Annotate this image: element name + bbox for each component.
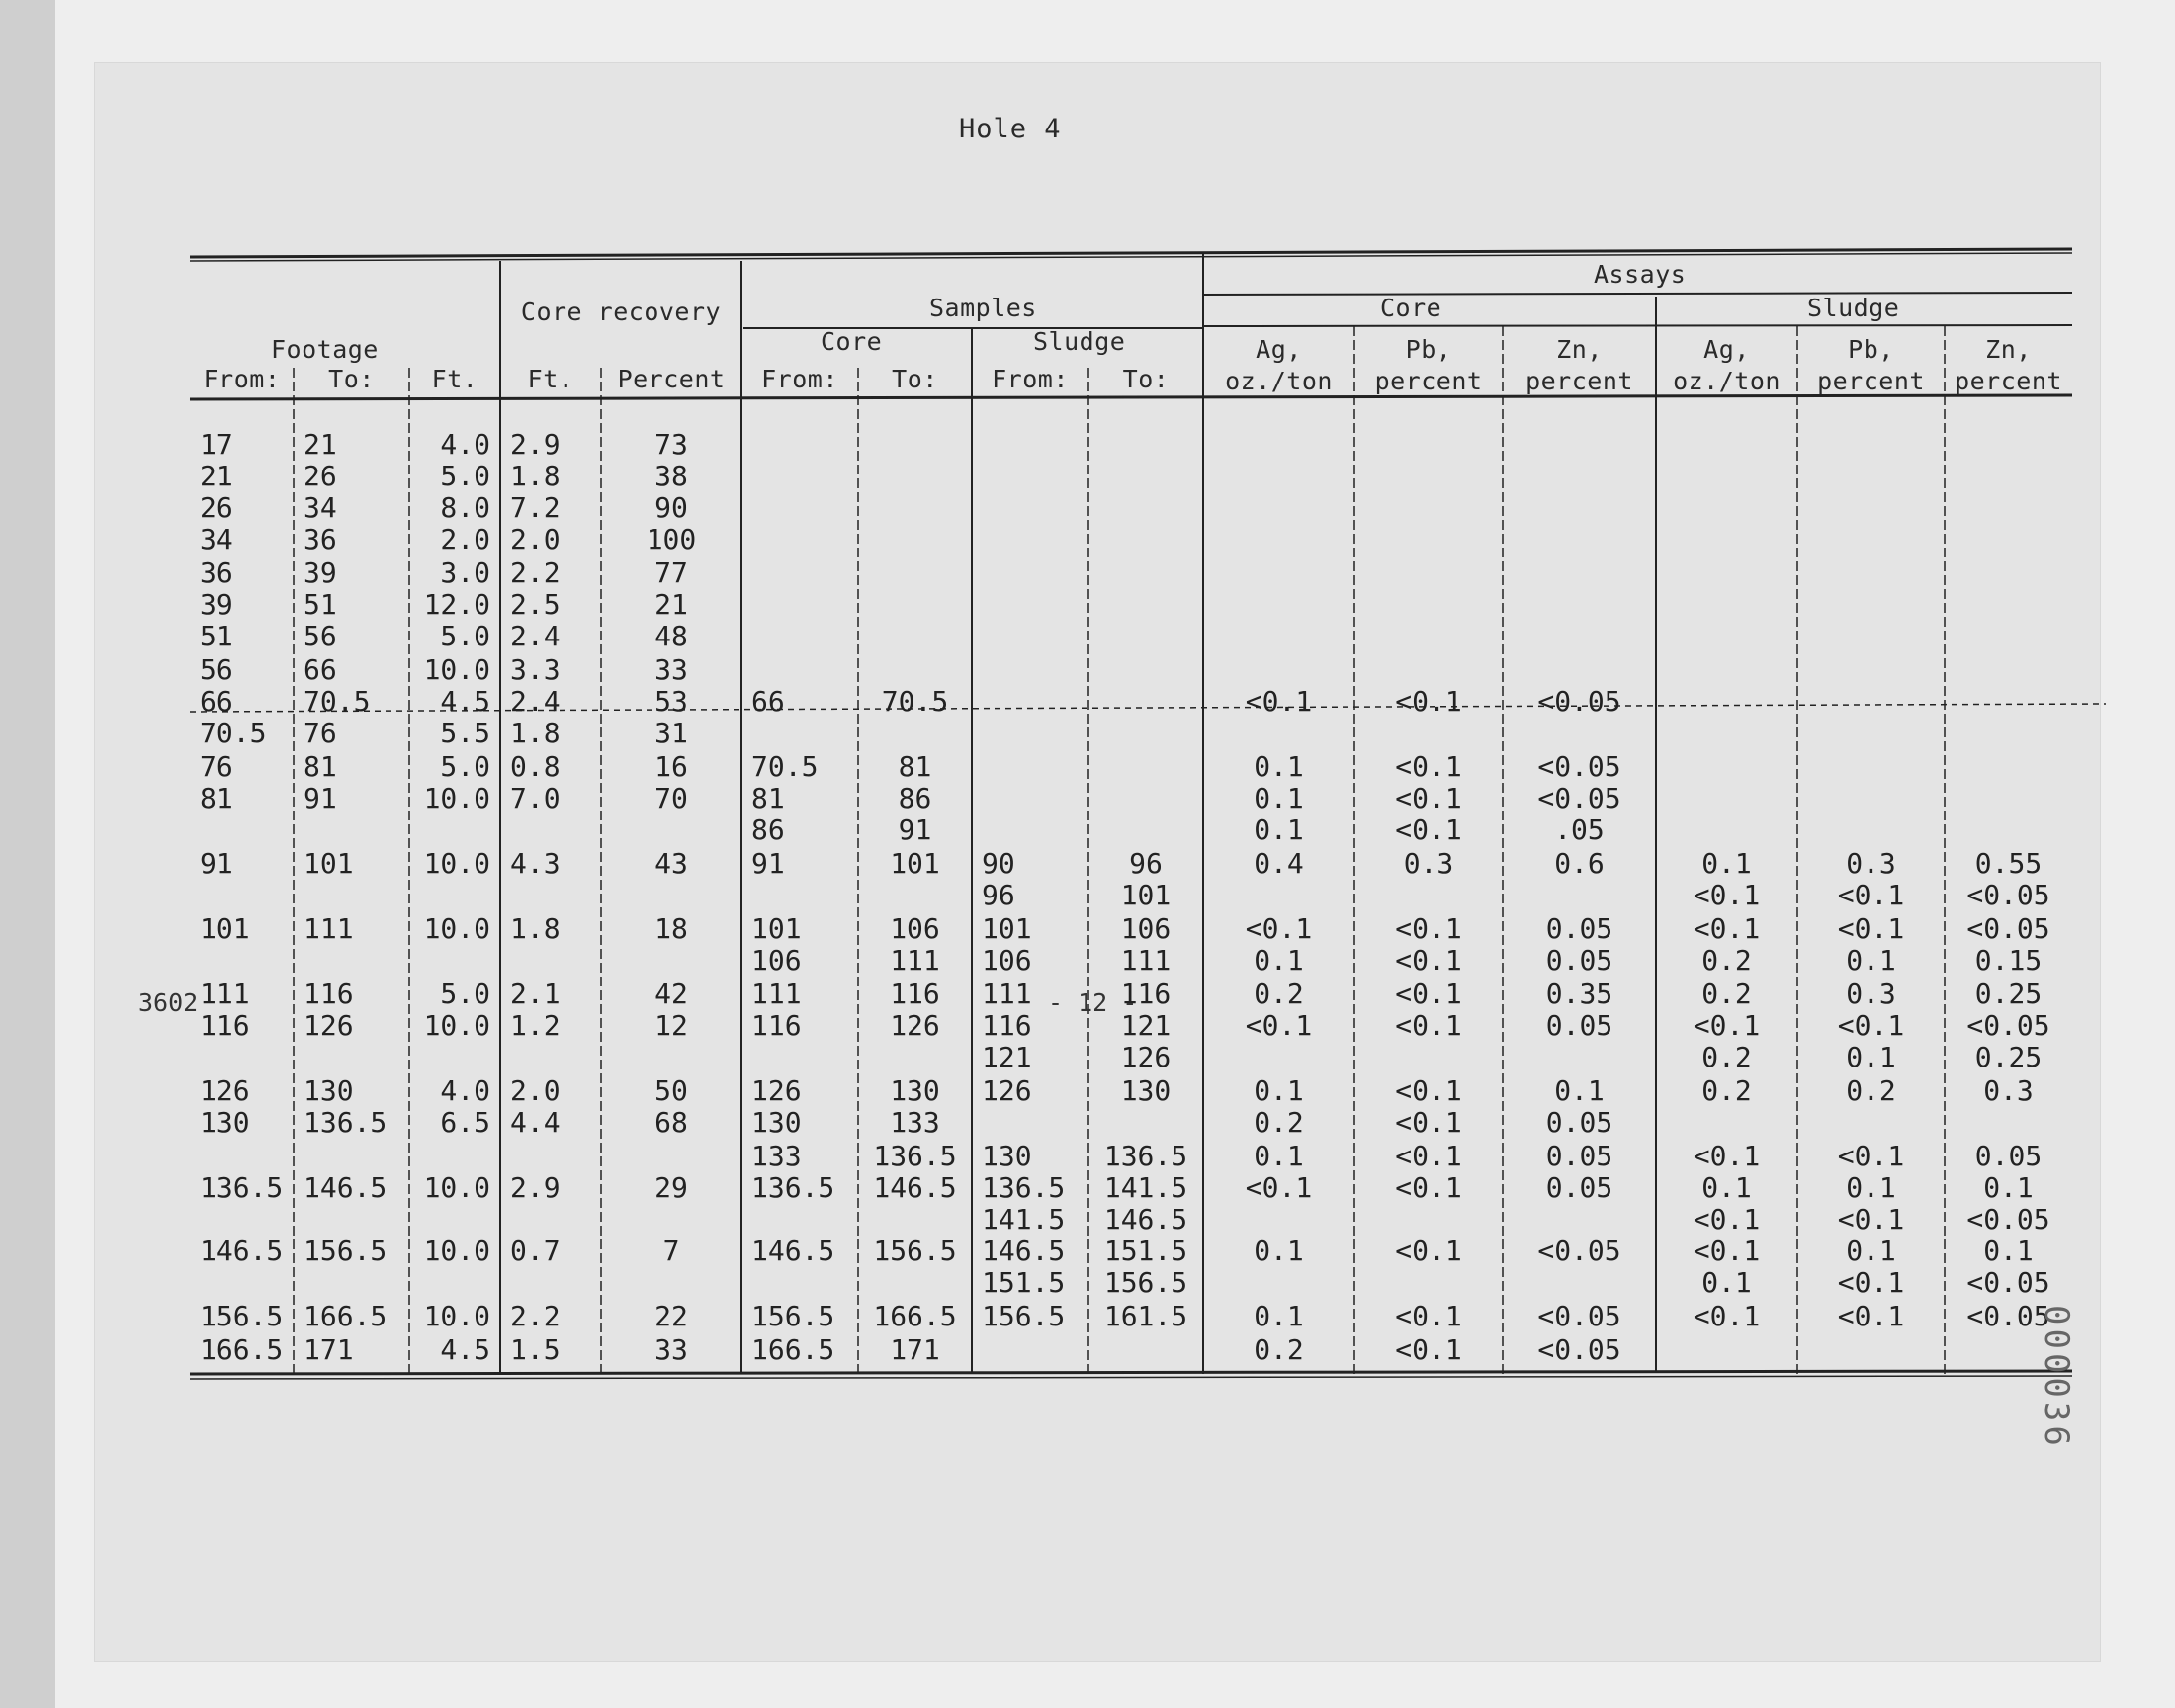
table-cell: 5.0 bbox=[440, 750, 490, 783]
page-number: - 12 - bbox=[1048, 988, 1138, 1017]
table-cell: <0.1 bbox=[1693, 1009, 1761, 1042]
table-cell: 56 bbox=[304, 620, 337, 652]
table-cell: 81 bbox=[200, 782, 233, 814]
table-cell: 141.5 bbox=[1103, 1171, 1188, 1204]
column-header: Pb, percent bbox=[1374, 335, 1483, 395]
table-cell: <0.1 bbox=[1395, 813, 1462, 846]
table-cell: 0.05 bbox=[1545, 1106, 1613, 1139]
table-cell: <0.1 bbox=[1395, 944, 1462, 977]
table-cell: 10.0 bbox=[423, 1300, 490, 1332]
table-cell: 111 bbox=[982, 978, 1032, 1010]
table-cell: 86 bbox=[751, 813, 785, 846]
table-cell: 6.5 bbox=[440, 1106, 490, 1139]
table-cell: 121 bbox=[1120, 1009, 1172, 1042]
table-cell: 5.5 bbox=[440, 717, 490, 749]
table-cell: 0.2 bbox=[1254, 978, 1304, 1010]
table-cell: 0.1 bbox=[1701, 1266, 1752, 1299]
table-cell: 4.3 bbox=[510, 847, 561, 880]
table-cell: 12 bbox=[654, 1009, 688, 1042]
table-cell: 73 bbox=[654, 428, 688, 461]
table-cell: 0.1 bbox=[1254, 944, 1304, 977]
table-cell: 101 bbox=[200, 912, 250, 945]
table-cell: 156.5 bbox=[751, 1300, 835, 1332]
table-cell: 51 bbox=[200, 620, 233, 652]
table-cell: 130 bbox=[751, 1106, 802, 1139]
table-cell: <0.05 bbox=[1966, 1009, 2050, 1042]
table-cell: 38 bbox=[654, 460, 688, 492]
table-cell: <0.1 bbox=[1693, 879, 1761, 911]
table-cell: 0.2 bbox=[1701, 1041, 1752, 1073]
column-header: From: bbox=[761, 365, 838, 393]
header-assays-core: Core bbox=[1380, 294, 1442, 322]
table-cell: 166.5 bbox=[304, 1300, 388, 1332]
table-cell: 10.0 bbox=[423, 912, 490, 945]
table-cell: 156.5 bbox=[982, 1300, 1066, 1332]
table-cell: <0.1 bbox=[1395, 685, 1462, 718]
table-cell: 133 bbox=[751, 1140, 802, 1172]
table-cell: 136.5 bbox=[1103, 1140, 1188, 1172]
table-cell: 10.0 bbox=[423, 782, 490, 814]
table-cell: 21 bbox=[304, 428, 337, 461]
table-cell: 100 bbox=[646, 523, 697, 555]
table-cell: <0.05 bbox=[1537, 1235, 1621, 1267]
table-cell: 101 bbox=[1120, 879, 1172, 911]
table-cell: 0.05 bbox=[1545, 1140, 1613, 1172]
table-cell: 66 bbox=[751, 685, 785, 718]
page-title: Hole 4 bbox=[959, 114, 1062, 144]
table-cell: 171 bbox=[304, 1333, 354, 1366]
table-cell: 141.5 bbox=[982, 1203, 1066, 1236]
column-header: To: bbox=[1122, 365, 1170, 393]
table-cell: <0.1 bbox=[1395, 1106, 1462, 1139]
table-cell: 70.5 bbox=[200, 717, 267, 749]
table-cell: 16 bbox=[654, 750, 688, 783]
table-cell: 26 bbox=[304, 460, 337, 492]
table-cell: 39 bbox=[200, 588, 233, 621]
table-cell: 0.1 bbox=[1701, 847, 1752, 880]
table-cell: 1.2 bbox=[510, 1009, 561, 1042]
table-cell: 0.05 bbox=[1545, 944, 1613, 977]
table-cell: 2.5 bbox=[510, 588, 561, 621]
table-cell: 126 bbox=[890, 1009, 940, 1042]
table-cell: 68 bbox=[654, 1106, 688, 1139]
table-cell: <0.1 bbox=[1693, 1140, 1761, 1172]
table-cell: 0.1 bbox=[1846, 1171, 1896, 1204]
table-cell: 2.9 bbox=[510, 1171, 561, 1204]
table-cell: <0.05 bbox=[1537, 1300, 1621, 1332]
table-cell: 133 bbox=[890, 1106, 940, 1139]
table-cell: 111 bbox=[200, 978, 250, 1010]
table-cell: 1.5 bbox=[510, 1333, 561, 1366]
table-cell: 116 bbox=[304, 978, 354, 1010]
table-cell: 3.3 bbox=[510, 653, 561, 686]
column-header: Ag, oz./ton bbox=[1673, 335, 1781, 395]
table-cell: 0.05 bbox=[1545, 912, 1613, 945]
table-cell: 34 bbox=[200, 523, 233, 555]
table-cell: 156.5 bbox=[304, 1235, 388, 1267]
table-cell: 2.9 bbox=[510, 428, 561, 461]
table-cell: 111 bbox=[304, 912, 354, 945]
table-cell: 126 bbox=[982, 1074, 1032, 1107]
table-cell: 8.0 bbox=[440, 491, 490, 524]
table-cell: 0.3 bbox=[1403, 847, 1454, 880]
table-cell: 2.0 bbox=[510, 1074, 561, 1107]
table-cell: 101 bbox=[982, 912, 1032, 945]
table-cell: <0.1 bbox=[1395, 1333, 1462, 1366]
table-cell: 10.0 bbox=[423, 653, 490, 686]
table-cell: 136.5 bbox=[982, 1171, 1066, 1204]
table-cell: <0.05 bbox=[1966, 912, 2050, 945]
table-cell: 101 bbox=[304, 847, 354, 880]
table-cell: 0.15 bbox=[1974, 944, 2043, 977]
table-cell: 126 bbox=[200, 1074, 250, 1107]
table-cell: 0.1 bbox=[1254, 1235, 1304, 1267]
table-cell: 111 bbox=[1120, 944, 1172, 977]
table-cell: 34 bbox=[304, 491, 337, 524]
table-cell: 86 bbox=[898, 782, 932, 814]
table-cell: 10.0 bbox=[423, 1235, 490, 1267]
table-cell: 116 bbox=[200, 1009, 250, 1042]
table-cell: <0.1 bbox=[1395, 978, 1462, 1010]
table-cell: <0.1 bbox=[1837, 1140, 1905, 1172]
table-cell: <0.1 bbox=[1693, 1235, 1761, 1267]
column-header: Ft. bbox=[431, 365, 478, 393]
table-cell: 0.05 bbox=[1545, 1009, 1613, 1042]
table-cell: 70.5 bbox=[751, 750, 819, 783]
table-cell: <0.1 bbox=[1693, 1300, 1761, 1332]
table-cell: <0.1 bbox=[1395, 1074, 1462, 1107]
table-cell: 0.6 bbox=[1554, 847, 1605, 880]
table-cell: 130 bbox=[200, 1106, 250, 1139]
table-cell: 156.5 bbox=[200, 1300, 284, 1332]
table-cell: 81 bbox=[304, 750, 337, 783]
table-cell: 4.4 bbox=[510, 1106, 561, 1139]
table-cell: 101 bbox=[751, 912, 802, 945]
table-cell: <0.1 bbox=[1395, 1140, 1462, 1172]
table-cell: 0.3 bbox=[1983, 1074, 2034, 1107]
table-cell: 126 bbox=[1120, 1041, 1172, 1073]
table-cell: 116 bbox=[890, 978, 940, 1010]
table-cell: 2.4 bbox=[510, 620, 561, 652]
table-cell: <0.05 bbox=[1537, 685, 1621, 718]
table-cell: 146.5 bbox=[982, 1235, 1066, 1267]
table-cell: <0.1 bbox=[1395, 1009, 1462, 1042]
table-cell: <0.1 bbox=[1693, 1203, 1761, 1236]
table-cell: 66 bbox=[304, 653, 337, 686]
table-cell: 136.5 bbox=[873, 1140, 957, 1172]
table-cell: 0.1 bbox=[1254, 1140, 1304, 1172]
table-cell: 5.0 bbox=[440, 460, 490, 492]
table-cell: <0.1 bbox=[1837, 1266, 1905, 1299]
table-cell: 91 bbox=[200, 847, 233, 880]
table-cell: 7 bbox=[662, 1235, 680, 1267]
table-cell: 130 bbox=[304, 1074, 354, 1107]
table-cell: 0.1 bbox=[1983, 1171, 2034, 1204]
table-cell: 2.2 bbox=[510, 1300, 561, 1332]
table-cell: 0.35 bbox=[1545, 978, 1613, 1010]
table-cell: 17 bbox=[200, 428, 233, 461]
table-cell: 0.2 bbox=[1701, 1074, 1752, 1107]
table-cell: 70 bbox=[654, 782, 688, 814]
table-cell: 70.5 bbox=[881, 685, 949, 718]
table-cell: 70.5 bbox=[304, 685, 371, 718]
table-cell: 106 bbox=[890, 912, 940, 945]
table-cell: 111 bbox=[751, 978, 802, 1010]
table-cell: 111 bbox=[890, 944, 940, 977]
table-cell: .05 bbox=[1554, 813, 1605, 846]
column-header: Pb, percent bbox=[1817, 335, 1925, 395]
table-cell: 90 bbox=[654, 491, 688, 524]
table-cell: <0.1 bbox=[1245, 685, 1313, 718]
table-cell: 106 bbox=[982, 944, 1032, 977]
table-cell: <0.05 bbox=[1966, 879, 2050, 911]
table-cell: 151.5 bbox=[1103, 1235, 1188, 1267]
table-cell: 0.1 bbox=[1254, 813, 1304, 846]
table-cell: 26 bbox=[200, 491, 233, 524]
table-cell: 171 bbox=[890, 1333, 940, 1366]
table-cell: 146.5 bbox=[873, 1171, 957, 1204]
table-cell: 101 bbox=[890, 847, 940, 880]
table-cell: 0.1 bbox=[1846, 1235, 1896, 1267]
table-cell: 0.05 bbox=[1974, 1140, 2043, 1172]
table-cell: 146.5 bbox=[1103, 1203, 1188, 1236]
table-cell: 136.5 bbox=[200, 1171, 284, 1204]
table-cell: 33 bbox=[654, 653, 688, 686]
table-cell: 130 bbox=[890, 1074, 940, 1107]
table-cell: 136.5 bbox=[751, 1171, 835, 1204]
table-cell: 90 bbox=[982, 847, 1015, 880]
table-cell: 0.4 bbox=[1254, 847, 1304, 880]
header-assays-sludge: Sludge bbox=[1807, 294, 1900, 322]
header-samples-sludge: Sludge bbox=[1033, 327, 1126, 356]
table-cell: 106 bbox=[1120, 912, 1172, 945]
table-cell: 4.5 bbox=[440, 685, 490, 718]
table-cell: 91 bbox=[898, 813, 932, 846]
header-core-recovery: Core recovery bbox=[520, 298, 722, 326]
table-cell: 18 bbox=[654, 912, 688, 945]
table-cell: 0.25 bbox=[1974, 1041, 2043, 1073]
table-cell: 4.0 bbox=[440, 1074, 490, 1107]
table-cell: 43 bbox=[654, 847, 688, 880]
table-cell: 156.5 bbox=[873, 1235, 957, 1267]
table-cell: <0.1 bbox=[1395, 1300, 1462, 1332]
table-cell: 0.8 bbox=[510, 750, 561, 783]
table-cell: 2.0 bbox=[510, 523, 561, 555]
table-cell: 77 bbox=[654, 556, 688, 589]
table-cell: 0.05 bbox=[1545, 1171, 1613, 1204]
table-cell: <0.1 bbox=[1395, 1235, 1462, 1267]
table-cell: 96 bbox=[1129, 847, 1163, 880]
table-cell: <0.1 bbox=[1245, 1171, 1313, 1204]
table-cell: 0.2 bbox=[1846, 1074, 1896, 1107]
table-cell: 166.5 bbox=[873, 1300, 957, 1332]
table-cell: 1.8 bbox=[510, 912, 561, 945]
table-cell: 0.2 bbox=[1701, 944, 1752, 977]
table-cell: <0.05 bbox=[1537, 750, 1621, 783]
table-cell: 121 bbox=[982, 1041, 1032, 1073]
table-cell: 91 bbox=[304, 782, 337, 814]
table-cell: 116 bbox=[1120, 978, 1172, 1010]
table-cell: <0.1 bbox=[1245, 912, 1313, 945]
table-cell: <0.05 bbox=[1537, 782, 1621, 814]
table-cell: 0.1 bbox=[1254, 1074, 1304, 1107]
table-cell: 5.0 bbox=[440, 978, 490, 1010]
archive-stamp-number: 000036 bbox=[2037, 1305, 2076, 1450]
table-cell: 106 bbox=[751, 944, 802, 977]
table-cell: 116 bbox=[982, 1009, 1032, 1042]
table-cell: 53 bbox=[654, 685, 688, 718]
table-cell: 2.4 bbox=[510, 685, 561, 718]
table-cell: 3.0 bbox=[440, 556, 490, 589]
document-number: 3602 bbox=[138, 988, 199, 1017]
table-cell: 130 bbox=[982, 1140, 1032, 1172]
table-cell: 10.0 bbox=[423, 847, 490, 880]
table-cell: 130 bbox=[1120, 1074, 1172, 1107]
table-cell: 76 bbox=[304, 717, 337, 749]
header-samples: Samples bbox=[929, 294, 1037, 322]
table-cell: <0.05 bbox=[1537, 1333, 1621, 1366]
table-cell: 21 bbox=[200, 460, 233, 492]
table-cell: <0.1 bbox=[1837, 1300, 1905, 1332]
table-cell: 0.1 bbox=[1254, 750, 1304, 783]
table-cell: 0.1 bbox=[1554, 1074, 1605, 1107]
table-cell: 0.55 bbox=[1974, 847, 2043, 880]
table-cell: 12.0 bbox=[423, 588, 490, 621]
table-cell: <0.1 bbox=[1395, 782, 1462, 814]
table-cell: 166.5 bbox=[200, 1333, 284, 1366]
table-cell: 126 bbox=[304, 1009, 354, 1042]
table-cell: 156.5 bbox=[1103, 1266, 1188, 1299]
table-cell: 1.8 bbox=[510, 460, 561, 492]
table-cell: 1.8 bbox=[510, 717, 561, 749]
table-cell: 126 bbox=[751, 1074, 802, 1107]
table-cell: <0.1 bbox=[1395, 912, 1462, 945]
table-cell: <0.1 bbox=[1395, 750, 1462, 783]
table-cell: <0.1 bbox=[1395, 1171, 1462, 1204]
table-cell: <0.1 bbox=[1837, 1203, 1905, 1236]
table-cell: <0.1 bbox=[1837, 879, 1905, 911]
column-header: From: bbox=[992, 365, 1069, 393]
column-header: To: bbox=[892, 365, 938, 393]
table-cell: 2.1 bbox=[510, 978, 561, 1010]
table-cell: <0.05 bbox=[1966, 1203, 2050, 1236]
table-cell: 0.1 bbox=[1254, 782, 1304, 814]
column-header: Ft. bbox=[527, 365, 574, 393]
table-cell: 29 bbox=[654, 1171, 688, 1204]
header-samples-core: Core bbox=[821, 327, 883, 356]
table-cell: 51 bbox=[304, 588, 337, 621]
table-cell: 36 bbox=[200, 556, 233, 589]
table-cell: 2.2 bbox=[510, 556, 561, 589]
table-cell: 166.5 bbox=[751, 1333, 835, 1366]
table-cell: 2.0 bbox=[440, 523, 490, 555]
table-cell: 5.0 bbox=[440, 620, 490, 652]
table-cell: 146.5 bbox=[304, 1171, 388, 1204]
table-cell: 91 bbox=[751, 847, 785, 880]
table-cell: 21 bbox=[654, 588, 688, 621]
table-cell: 0.2 bbox=[1701, 978, 1752, 1010]
table-cell: 39 bbox=[304, 556, 337, 589]
table-cell: 31 bbox=[654, 717, 688, 749]
table-cell: 151.5 bbox=[982, 1266, 1066, 1299]
table-cell: <0.1 bbox=[1837, 912, 1905, 945]
header-assays: Assays bbox=[1594, 260, 1687, 289]
table-cell: 10.0 bbox=[423, 1171, 490, 1204]
table-cell: <0.05 bbox=[1966, 1266, 2050, 1299]
table-cell: 136.5 bbox=[304, 1106, 388, 1139]
table-cell: 33 bbox=[654, 1333, 688, 1366]
table-cell: 0.2 bbox=[1254, 1106, 1304, 1139]
header-footage: Footage bbox=[271, 335, 379, 364]
table-cell: 0.25 bbox=[1974, 978, 2043, 1010]
table-cell: 0.1 bbox=[1701, 1171, 1752, 1204]
table-cell: 0.1 bbox=[1983, 1235, 2034, 1267]
table-cell: 22 bbox=[654, 1300, 688, 1332]
table-cell: 146.5 bbox=[200, 1235, 284, 1267]
table-cell: 0.1 bbox=[1846, 1041, 1896, 1073]
table-cell: <0.1 bbox=[1245, 1009, 1313, 1042]
table-cell: 42 bbox=[654, 978, 688, 1010]
table-cell: 0.2 bbox=[1254, 1333, 1304, 1366]
table-cell: 146.5 bbox=[751, 1235, 835, 1267]
table-cell: 0.1 bbox=[1254, 1300, 1304, 1332]
table-cell: 50 bbox=[654, 1074, 688, 1107]
table-cell: 56 bbox=[200, 653, 233, 686]
column-header: Zn, percent bbox=[1525, 335, 1633, 395]
column-header: Percent bbox=[617, 365, 726, 393]
table-cell: 116 bbox=[751, 1009, 802, 1042]
column-header: From: bbox=[203, 365, 281, 393]
column-header: Ag, oz./ton bbox=[1225, 335, 1333, 395]
table-cell: 7.0 bbox=[510, 782, 561, 814]
table-cell: 81 bbox=[751, 782, 785, 814]
table-cell: 36 bbox=[304, 523, 337, 555]
table-cell: 0.7 bbox=[510, 1235, 561, 1267]
table-cell: 0.1 bbox=[1846, 944, 1896, 977]
table-cell: 161.5 bbox=[1103, 1300, 1188, 1332]
column-header: Zn, percent bbox=[1955, 335, 2062, 395]
table-cell: 66 bbox=[200, 685, 233, 718]
table-cell: <0.1 bbox=[1837, 1009, 1905, 1042]
table-cell: 0.3 bbox=[1846, 978, 1896, 1010]
table-cell: 76 bbox=[200, 750, 233, 783]
table-cell: 81 bbox=[898, 750, 932, 783]
table-cell: 48 bbox=[654, 620, 688, 652]
table-cell: 4.0 bbox=[440, 428, 490, 461]
table-cell: 10.0 bbox=[423, 1009, 490, 1042]
table-cell: 7.2 bbox=[510, 491, 561, 524]
table-cell: <0.05 bbox=[1966, 1300, 2050, 1332]
table-cell: <0.1 bbox=[1693, 912, 1761, 945]
column-header: To: bbox=[328, 365, 375, 393]
table-cell: 96 bbox=[982, 879, 1015, 911]
table-cell: 4.5 bbox=[440, 1333, 490, 1366]
table-cell: 0.3 bbox=[1846, 847, 1896, 880]
